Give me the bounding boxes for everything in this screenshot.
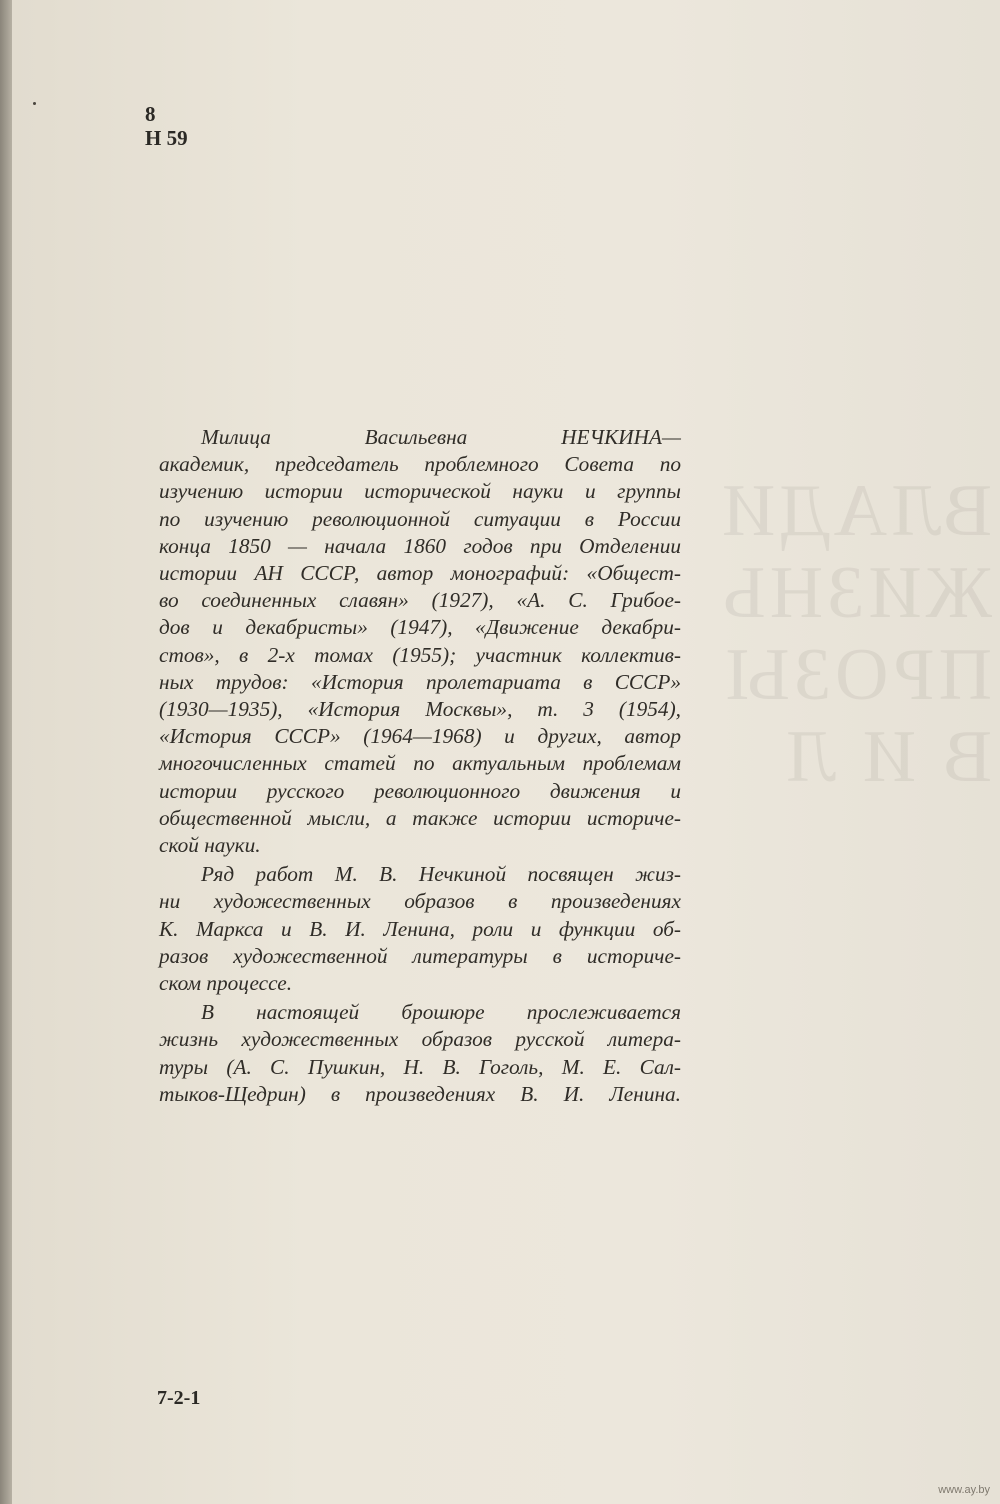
text-line: К. Маркса и В. И. Ленина, роли и функции об- xyxy=(159,916,681,941)
text-line: академик, председатель проблемного Совета по xyxy=(159,452,681,477)
text-line: ском процессе. xyxy=(159,971,293,996)
text-line: ных трудов: «История пролетариата в СССР» xyxy=(159,669,681,694)
text-line: изучению истории исторической науки и группы xyxy=(159,479,681,504)
library-classification-code xyxy=(145,102,188,150)
text-line: туры (А. С. Пушкин, Н. В. Гоголь, М. Е. Сал- xyxy=(159,1054,681,1079)
classification-line-2: Н 59 xyxy=(145,126,188,150)
text-line: разов художественной литературы в историче- xyxy=(159,943,681,968)
site-watermark: www.ay.by xyxy=(938,1484,990,1496)
text-line: В настоящей брошюре прослеживается xyxy=(201,1000,681,1025)
text-line: тыков-Щедрин) в произведениях В. И. Ленина. xyxy=(159,1081,681,1106)
text-line: ской науки. xyxy=(159,833,261,858)
text-line: многочисленных статей по актуальным проблемам xyxy=(159,751,681,776)
text-line: Милица Васильевна НЕЧКИНА— xyxy=(201,425,681,449)
text-line: дов и декабристы» (1947), «Движение декабри- xyxy=(159,615,681,640)
text-line: стов», в 2-х томах (1955); участник коллектив- xyxy=(159,642,681,667)
text-line: жизнь художественных образов русской литера- xyxy=(159,1027,681,1052)
text-line: конца 1850 — начала 1860 годов при Отделении xyxy=(159,533,681,558)
text-line: Ряд работ М. В. Нечкиной посвящен жиз- xyxy=(201,862,681,887)
text-line: во соединенных славян» (1927), «А. С. Грибое- xyxy=(159,588,681,613)
show-through-text: ВЛАДИ ЖИЗНЬ ПРОЗЫ В И Л xyxy=(717,470,992,798)
author-annotation xyxy=(159,424,681,1108)
classification-line-1: 8 xyxy=(145,102,156,126)
text-line: по изучению революционной ситуации в России xyxy=(159,506,681,531)
text-line: истории АН СССР, автор монографий: «Общест- xyxy=(159,561,681,586)
text-line: ни художественных образов в произведениях xyxy=(159,889,681,914)
print-code: 7-2-1 xyxy=(157,1387,201,1409)
text-line: общественной мысли, а также истории историче- xyxy=(159,805,681,830)
page-edge xyxy=(0,0,12,1504)
text-line: «История СССР» (1964—1968) и других, автор xyxy=(159,724,681,749)
text-line: (1930—1935), «История Москвы», т. 3 (1954), xyxy=(159,697,681,722)
paper-speck xyxy=(33,102,36,105)
text-line: истории русского революционного движения и xyxy=(159,778,681,803)
